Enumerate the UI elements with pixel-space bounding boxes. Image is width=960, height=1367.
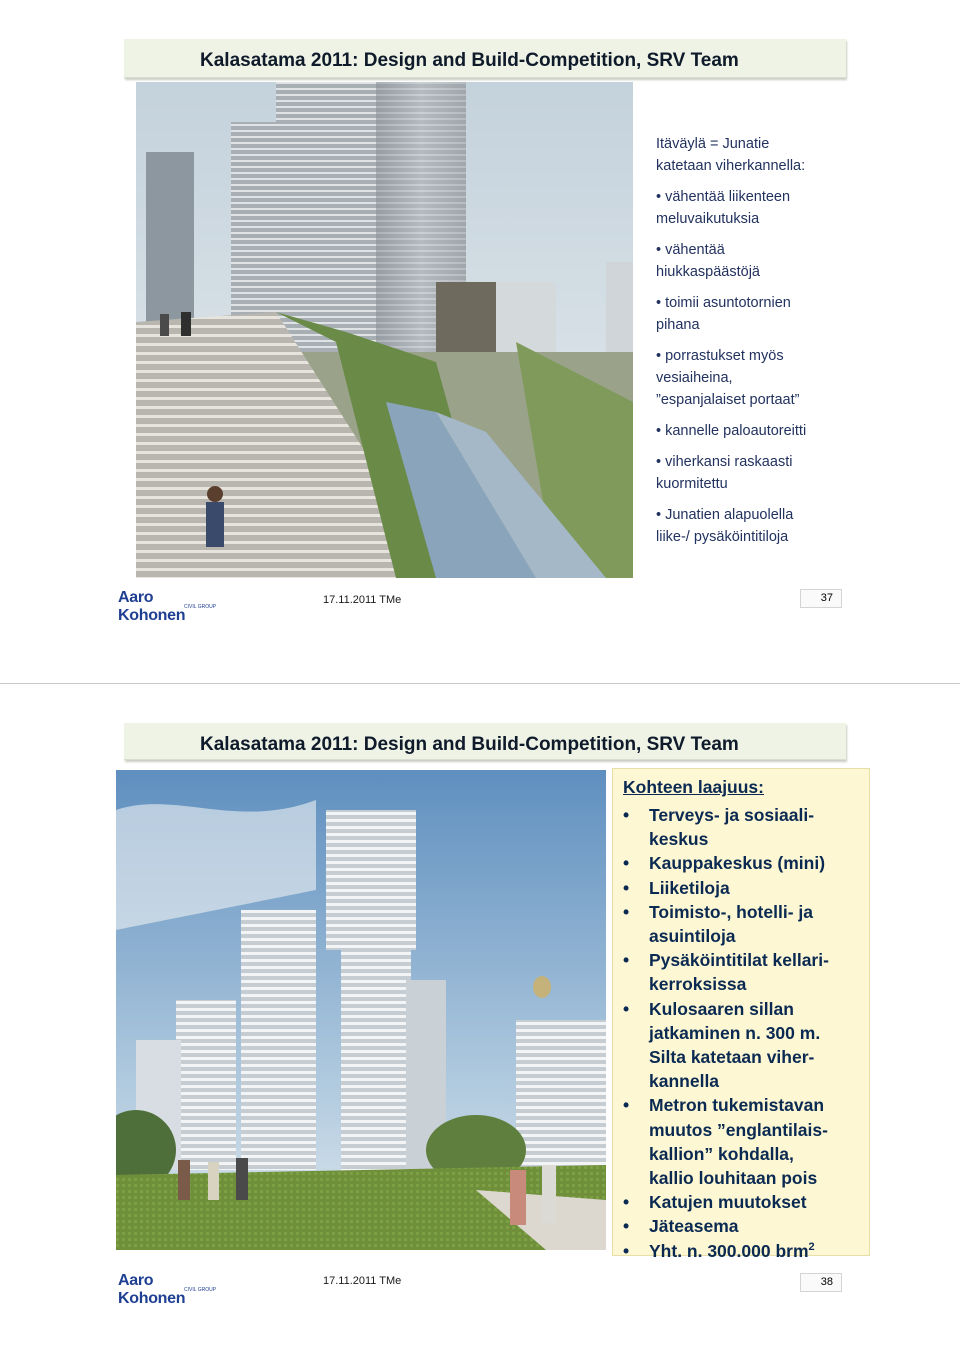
list-item: • Toimisto-, hotelli- ja asuintiloja: [621, 900, 867, 948]
rendering-towers-park: [116, 770, 606, 1250]
bullet-item: • viherkansi raskaasti kuormitettu: [656, 451, 866, 495]
bullet-item: • toimii asuntotornien pihana: [656, 292, 866, 336]
page-number: 38: [800, 1273, 842, 1292]
slide-title: Kalasatama 2011: Design and Build-Competition, SRV Team: [200, 50, 739, 71]
list-item: • Metron tukemistavan muutos ”englantilais- kallion” kohdalla, kallio louhitaan pois: [621, 1093, 867, 1190]
slide-38: [0, 684, 960, 1367]
box-heading: Kohteen laajuus:: [623, 777, 764, 797]
company-logo: Aaro Kohonen CIVIL GROUP: [118, 589, 217, 624]
slide-title-bar: [124, 39, 846, 78]
slide-title-bar: [124, 723, 846, 760]
list-item: • Pysäköintitilat kellari- kerroksissa: [621, 948, 867, 996]
list-item: • Liiketiloja: [621, 876, 867, 900]
scope-list: [621, 803, 867, 1263]
list-item: • Katujen muutokset: [621, 1190, 867, 1214]
list-item: • Yht. n. 300.000 brm$^2$: [621, 1239, 867, 1263]
company-logo: Aaro Kohonen CIVIL GROUP: [118, 1272, 217, 1307]
text-heading: Itäväylä = Junatie katetaan viherkannella:: [656, 136, 806, 174]
footer-date: 17.11.2011 TMe: [323, 1275, 402, 1287]
rendering-stepped-green-deck: [136, 82, 633, 578]
slide-title: Kalasatama 2011: Design and Build-Competition, SRV Team: [200, 734, 739, 755]
list-item: • Kauppakeskus (mini): [621, 851, 867, 875]
footer-date: 17.11.2011 TMe: [323, 594, 402, 606]
bullet-item: • vähentää hiukkaspäästöjä: [656, 239, 866, 283]
scope-text-box: [612, 768, 870, 1261]
bullet-item: • kannelle paloautoreitti: [656, 420, 866, 442]
bullet-item: • vähentää liikenteen meluvaikutuksia: [656, 186, 866, 230]
page-number: 37: [800, 589, 842, 608]
list-item: • Kulosaaren sillan jatkaminen n. 300 m. Silta katetaan viher- kannella: [621, 997, 867, 1094]
bullet-item: • Junatien alapuolella liike-/ pysäköintitiloja: [656, 504, 866, 548]
list-item: • Terveys- ja sosiaali- keskus: [621, 803, 867, 851]
slide-text: [656, 133, 866, 557]
list-item: • Jäteasema: [621, 1214, 867, 1238]
bullet-item: • porrastukset myös vesiaiheina, ”espanjalaiset portaat”: [656, 345, 866, 411]
